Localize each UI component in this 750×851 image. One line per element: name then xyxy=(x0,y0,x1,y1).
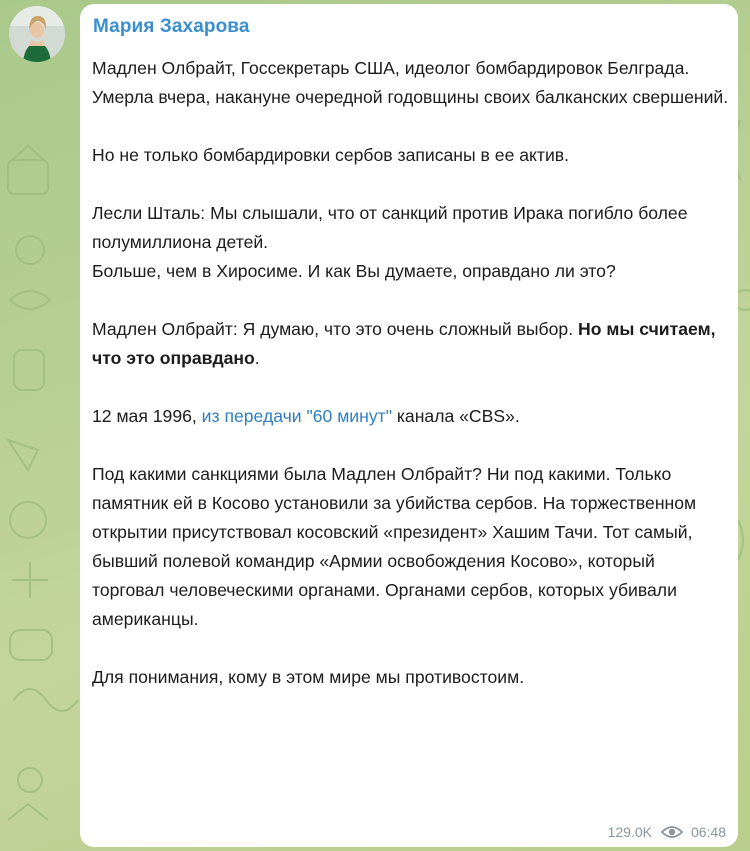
avatar-image xyxy=(9,6,65,62)
date-text: 12 мая 1996, xyxy=(92,406,202,426)
view-count: 129.0K xyxy=(607,824,652,840)
message-meta xyxy=(608,824,726,840)
quote-end: . xyxy=(254,348,260,368)
message-paragraph-1: Мадлен Олбрайт, Госсекретарь США, идеолог бомбардировок Белграда. Умерла вчера, накануне очередной годовщины своих балканских свершений. xyxy=(92,58,729,107)
message-paragraph-7: Для понимания, кому в этом мире мы противостоим. xyxy=(92,667,525,687)
message-bubble xyxy=(80,4,738,847)
message-paragraph-6: Под какими санкциями была Мадлен Олбрайт? Ни под какими. Только памятник ей в Косово установили за убийства сербов. На торжественном открытии присутствовал косовский «президент» Хашим Тачи. Тот самый, бывший полевой командир «Армии освобождения Косово», который торговал человеческими органами. Органами сербов, которых убивали американцы. xyxy=(92,464,697,629)
message-paragraph-3-line-2: Больше, чем в Хиросиме. И как Вы думаете, оправдано ли это? xyxy=(92,261,616,281)
message-paragraph-5 xyxy=(92,402,732,431)
quote-bold-text: Но мы считаем, что это оправдано xyxy=(92,319,716,368)
avatar[interactable] xyxy=(9,6,65,62)
channel-text: канала «CBS». xyxy=(391,406,520,426)
sender-name[interactable]: Мария Захарова xyxy=(93,16,250,37)
quote-text: Мадлен Олбрайт: Я думаю, что это очень сложный выбор. xyxy=(92,319,578,339)
source-link[interactable]: из передачи "60 минут" xyxy=(201,406,392,426)
message-paragraph-3-line-1: Лесли Шталь: Мы слышали, что от санкций против Ирака погибло более полумиллиона детей. xyxy=(92,203,688,252)
eye-icon xyxy=(661,825,683,839)
message-paragraph-4 xyxy=(92,315,732,373)
message-time: 06:48 xyxy=(690,824,726,840)
message-text xyxy=(92,54,732,692)
message-paragraph-2: Но не только бомбардировки сербов записаны в ее актив. xyxy=(92,145,570,165)
